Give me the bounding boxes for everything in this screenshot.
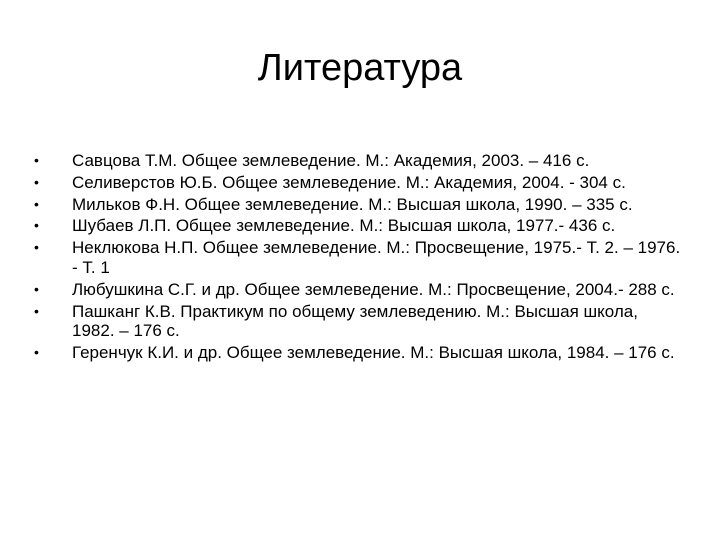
reference-text: Неклюкова Н.П. Общее землеведение. М.: Просвещение, 1975.- Т. 2. – 1976. - Т. 1 [72, 238, 681, 277]
bullet-icon: • [34, 344, 39, 361]
reference-item [34, 238, 684, 278]
reference-text: Шубаев Л.П. Общее землеведение. М.: Высшая школа, 1977.- 436 с. [72, 216, 616, 236]
reference-text: Мильков Ф.Н. Общее землеведение. М.: Высшая школа, 1990. – 335 с. [72, 194, 633, 214]
slide-title: Литература [257, 47, 463, 89]
bullet-icon: • [34, 239, 39, 256]
bullet-icon: • [34, 302, 39, 319]
bullet-icon: • [34, 280, 39, 297]
reference-item [34, 195, 684, 215]
reference-item [34, 151, 684, 171]
reference-text: Селиверстов Ю.Б. Общее землеведение. М.: Академия, 2004. - 304 с. [72, 172, 626, 192]
bullet-icon: • [34, 195, 39, 212]
reference-item [34, 216, 684, 236]
reference-text: Пашканг К.В. Практикум по общему землеведению. М.: Высшая школа, 1982. – 176 с. [72, 301, 638, 341]
bullet-icon: • [34, 173, 39, 190]
bullet-icon: • [34, 152, 39, 168]
reference-item [34, 173, 684, 193]
reference-list [34, 151, 684, 365]
reference-item [34, 343, 684, 363]
reference-item [34, 280, 684, 300]
reference-text: Любушкина С.Г. и др. Общее землеведение. М.: Просвещение, 2004.- 288 с. [72, 279, 675, 299]
reference-text: Геренчук К.И. и др. Общее землеведение. М.: Высшая школа, 1984. – 176 с. [72, 343, 675, 363]
reference-item [34, 302, 684, 342]
reference-text: Савцова Т.М. Общее землеведение. М.: Академия, 2003. – 416 с. [72, 151, 590, 170]
bullet-icon: • [34, 217, 39, 234]
